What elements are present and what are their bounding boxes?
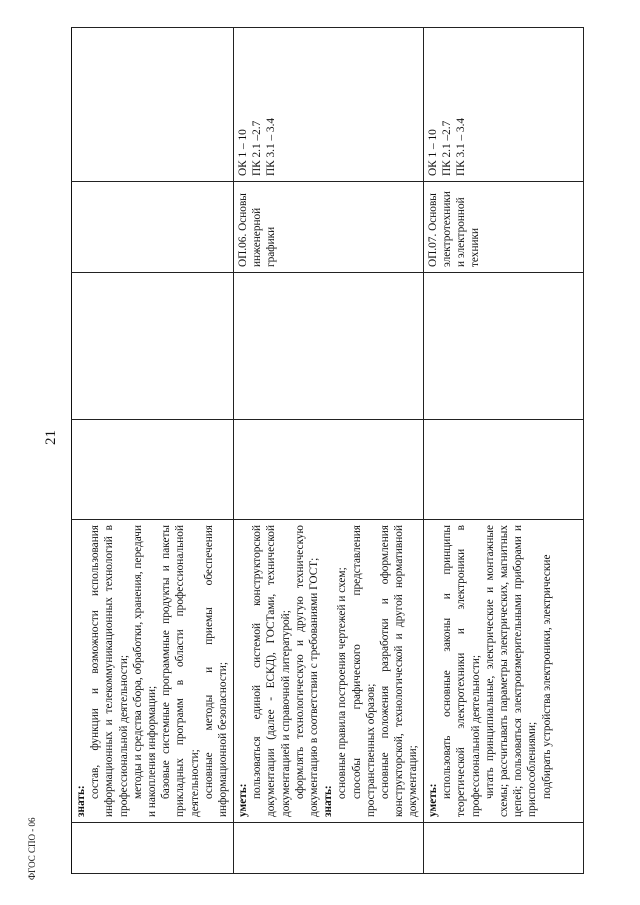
section-heading: уметь:: [427, 783, 439, 817]
index-cell: [72, 823, 234, 874]
requirement-item: читать принципиальные, электрические и монтажные схемы; рассчитывать параметры электрических, магнитных цепей; пользоваться электроизмерительными приборами и приспособлениями;: [483, 525, 539, 817]
competencies-cell: [234, 28, 424, 182]
competency-code: ОК 1 – 10: [237, 129, 249, 176]
table-row: [72, 28, 234, 874]
discipline-cell: ОП.06. Основы инженерной графики: [234, 182, 424, 273]
section-heading: знать:: [75, 785, 87, 817]
competency-code: ПК 3.1 – 3.4: [265, 117, 277, 176]
requirement-item: методы и средства сбора, обработки, хранения, передачи и накопления информации;: [131, 525, 159, 817]
competency-code: ОК 1 – 10: [427, 129, 439, 176]
hours-max-cell: [424, 420, 584, 520]
competencies-cell: [72, 28, 234, 182]
content-cell: [234, 520, 424, 823]
hours-max-cell: [72, 420, 234, 520]
footer-code: ФГОС СПО - 06: [27, 817, 37, 880]
requirement-item: основные правила построения чертежей и схем;: [336, 567, 349, 799]
competency-code: ПК 2.1 –2.7: [441, 120, 453, 176]
requirement-item: подбирать устройства электроники, электрические: [540, 554, 553, 799]
standard-table: [71, 28, 583, 874]
requirement-item: основные методы и приемы обеспечения информационной безопасности;: [202, 525, 230, 817]
table-row: [424, 28, 584, 874]
content-cell: [424, 520, 584, 823]
index-cell: [234, 823, 424, 874]
competency-code: ПК 3.1 – 3.4: [455, 117, 467, 176]
section-heading: уметь:: [237, 783, 249, 817]
requirement-item: использовать основные законы и принципы теоретической электротехники и электроники в профессиональной деятельности;: [441, 525, 482, 817]
index-cell: [424, 823, 584, 874]
requirement-item: оформлять технологическую и другую техническую документацию в соответствии с требованиями ГОСТ;: [293, 525, 321, 817]
hours-class-cell: [424, 273, 584, 420]
hours-max-cell: [234, 420, 424, 520]
hours-class-cell: [72, 273, 234, 420]
competency-code: ПК 2.1 –2.7: [251, 120, 263, 176]
content-cell: [72, 520, 234, 823]
discipline-cell: ОП.07. Основы электротехники и электронной техники: [424, 182, 584, 273]
requirement-item: пользоваться единой системой конструкторской документации (далее - ЕСКД), ГОСТами, технической документацией и справочной литературой;: [251, 525, 292, 817]
competencies-cell: [424, 28, 584, 182]
requirement-item: основные положения разработки и оформления конструкторской, технологической и другой нормативной документации;: [379, 525, 420, 817]
requirement-item: способы графического представления пространственных образов;: [350, 525, 377, 817]
section-heading: знать:: [322, 785, 335, 817]
table-row: [234, 28, 424, 874]
requirement-item: базовые системные программные продукты и пакеты прикладных программ в области профессиональной деятельности;: [160, 525, 201, 817]
requirement-item: состав, функции и возможности использования информационных и телекоммуникационных технологий в профессиональной деятельности;: [89, 525, 130, 817]
page-number: 21: [43, 430, 59, 445]
discipline-cell: [72, 182, 234, 273]
hours-class-cell: [234, 273, 424, 420]
